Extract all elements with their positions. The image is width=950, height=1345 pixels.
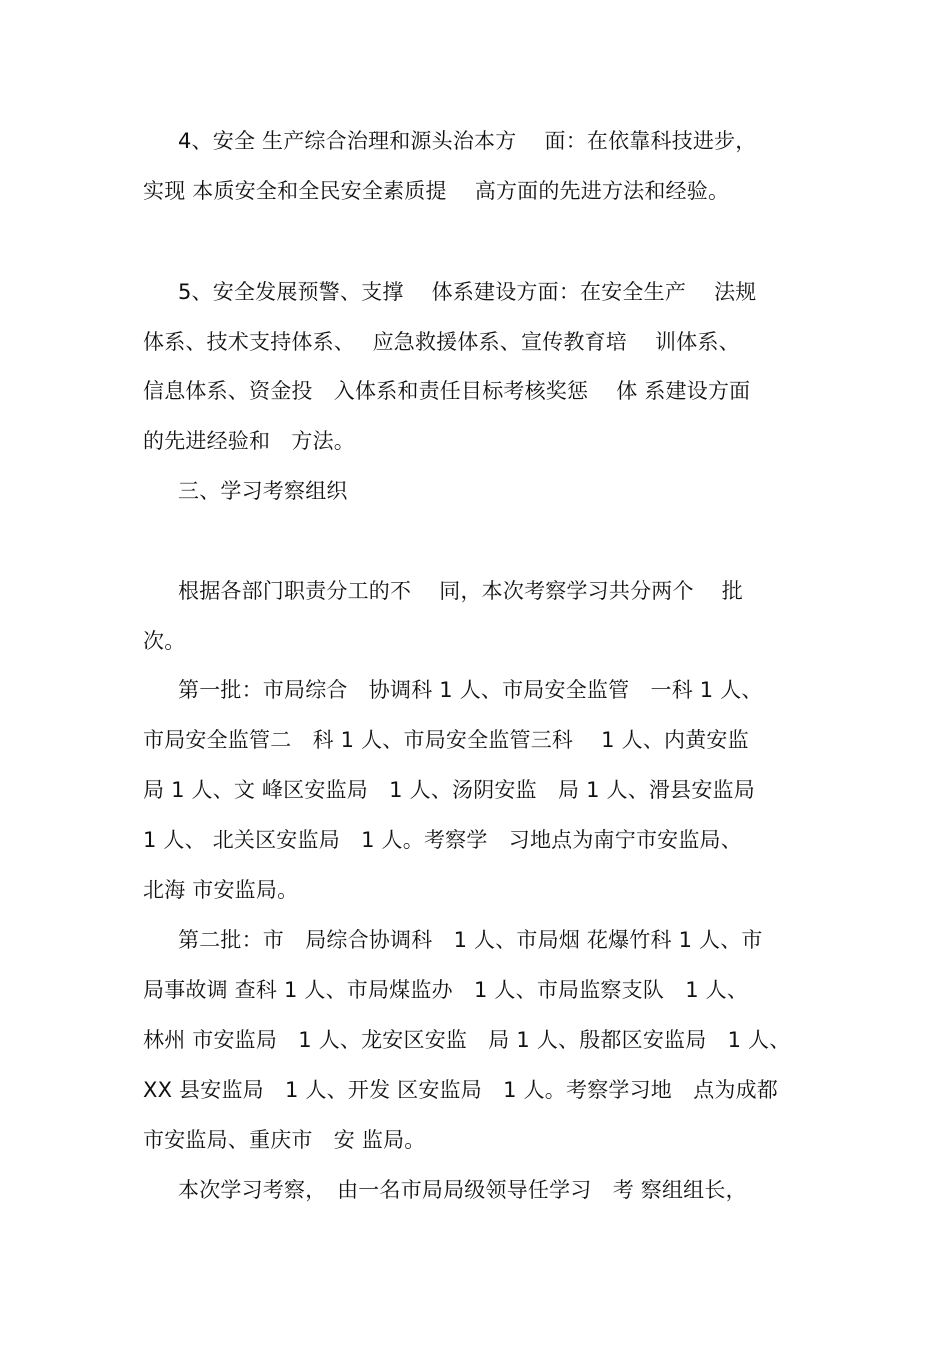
paragraph-line: 局 1 人、文 峰区安监局 1 人、汤阴安监 局 1 人、滑县安监局 [143, 778, 755, 802]
paragraph-line: 市局安全监管二 科 1 人、市局安全监管三科 1 人、内黄安监 [143, 728, 749, 752]
section-heading: 三、学习考察组织 [178, 479, 348, 503]
paragraph-line: 北海 市安监局。 [143, 878, 299, 902]
paragraph-line: 第一批：市局综合 协调科 1 人、市局安全监管 一科 1 人、 [178, 678, 763, 702]
paragraph-line: 本次学习考察， 由一名市局局级领导任学习 考 察组组长， [178, 1178, 747, 1202]
paragraph-line: 局事故调 查科 1 人、市局煤监办 1 人、市局监察支队 1 人、 [143, 978, 749, 1002]
paragraph-line: 1 人、 北关区安监局 1 人。考察学 习地点为南宁市安监局、 [143, 828, 742, 852]
paragraph-line: 5、安全发展预警、支撑 体系建设方面：在安全生产 法规 [178, 280, 757, 304]
paragraph-line: 信息体系、资金投 入体系和责任目标考核奖惩 体 系建设方面 [143, 379, 751, 403]
paragraph-line: 市安监局、重庆市 安 监局。 [143, 1128, 426, 1152]
paragraph-line: 的先进经验和 方法。 [143, 429, 355, 453]
paragraph-line: 根据各部门职责分工的不 同，本次考察学习共分两个 批 [178, 579, 743, 603]
paragraph-line: XX 县安监局 1 人、开发 区安监局 1 人。考察学习地 点为成都 [143, 1078, 778, 1102]
paragraph-line: 林州 市安监局 1 人、龙安区安监 局 1 人、殷都区安监局 1 人、 [143, 1028, 791, 1052]
paragraph-line: 体系、技术支持体系、 应急救援体系、宣传教育培 训体系、 [143, 330, 740, 354]
paragraph-line: 第二批：市 局综合协调科 1 人、市局烟 花爆竹科 1 人、市 [178, 928, 763, 952]
paragraph-line: 次。 [143, 629, 186, 653]
paragraph-line: 实现 本质安全和全民安全素质提 高方面的先进方法和经验。 [143, 179, 730, 203]
paragraph-line: 4、安全 生产综合治理和源头治本方 面：在依靠科技进步， [178, 129, 757, 153]
